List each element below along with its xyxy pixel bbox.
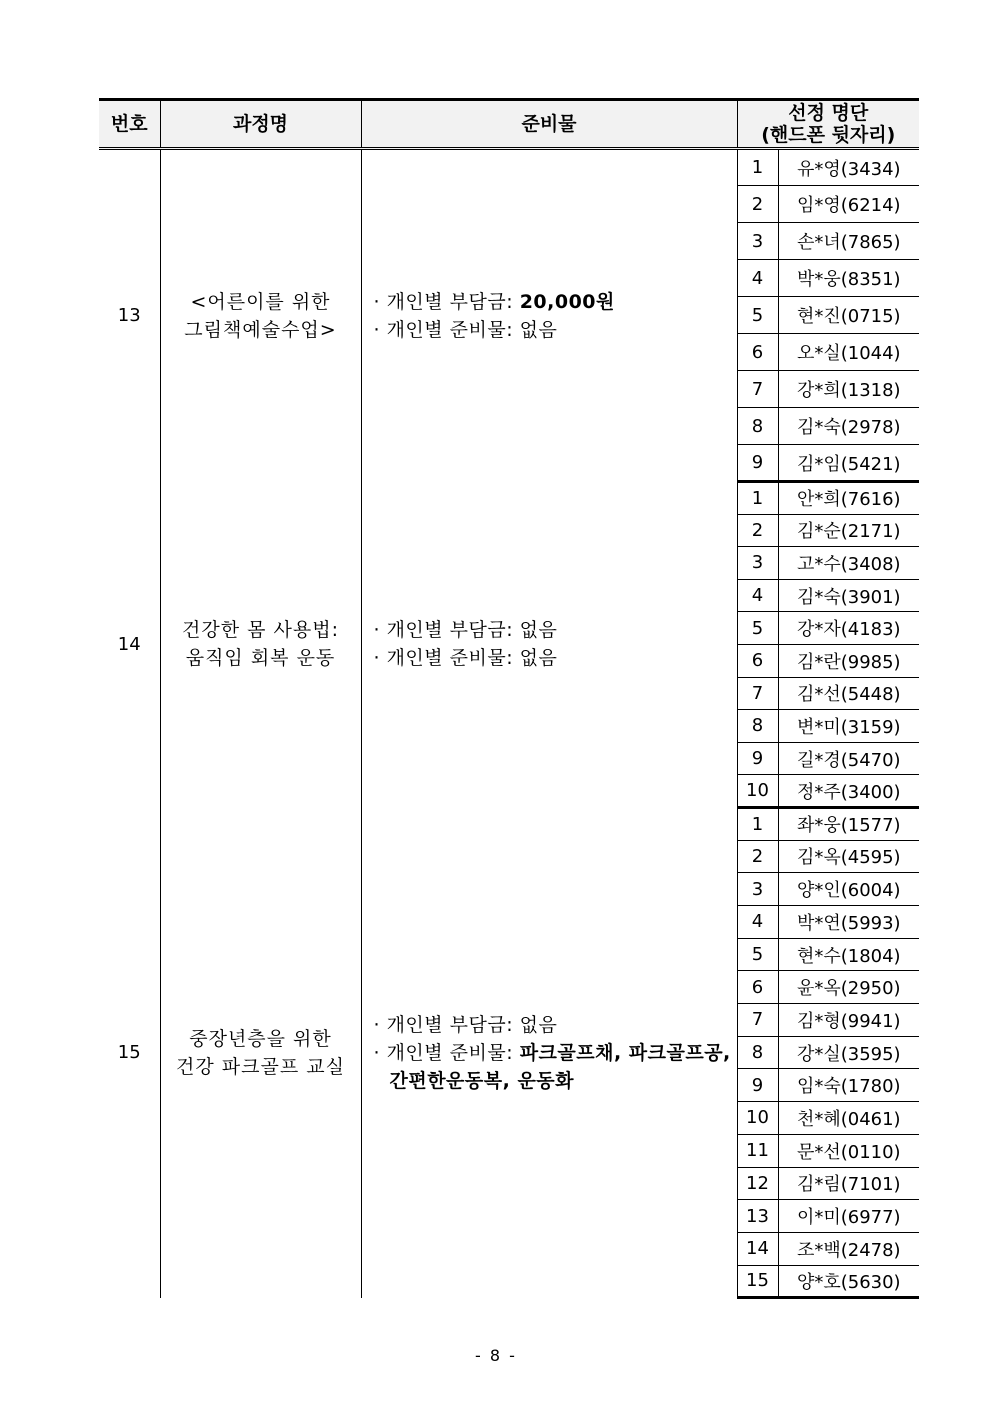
selected-name: 김*옥(4595) — [778, 840, 919, 873]
prep-label: · 개인별 준비물: 없음 — [373, 647, 558, 670]
selection-index: 8 — [737, 710, 778, 743]
prep-label: · 개인별 부담금: 없음 — [373, 1013, 558, 1036]
table-row — [99, 482, 919, 515]
selected-name: 고*수(3408) — [778, 547, 919, 580]
header-selected-line1: 선정 명단 — [788, 102, 869, 124]
selected-name: 김*선(5448) — [778, 677, 919, 710]
selected-name: 김*순(2171) — [778, 514, 919, 547]
prep-items — [361, 482, 737, 808]
selection-index: 6 — [737, 971, 778, 1004]
prep-label: · 개인별 준비물: 없음 — [373, 318, 558, 341]
selection-index: 6 — [737, 334, 778, 371]
selection-index: 8 — [737, 408, 778, 445]
selected-name: 양*인(6004) — [778, 873, 919, 906]
selection-index: 5 — [737, 938, 778, 971]
selection-index: 6 — [737, 644, 778, 677]
selection-index: 5 — [737, 297, 778, 334]
selection-index: 1 — [737, 482, 778, 515]
header-selected-line2: (핸드폰 뒷자리) — [761, 124, 896, 146]
selected-name: 정*주(3400) — [778, 775, 919, 808]
prep-label: · 개인별 준비물: — [373, 1041, 520, 1064]
selection-index: 3 — [737, 223, 778, 260]
prep-items — [361, 149, 737, 482]
selection-table — [99, 98, 919, 1299]
prep-value-bold: 파크골프채, 파크골프공, 간편한운동복, 운동화 — [389, 1041, 731, 1092]
selection-index: 5 — [737, 612, 778, 645]
selection-index: 7 — [737, 371, 778, 408]
selected-name: 안*희(7616) — [778, 482, 919, 515]
selection-index: 4 — [737, 906, 778, 939]
selection-index: 1 — [737, 149, 778, 186]
prep-label: · 개인별 부담금: — [373, 290, 520, 313]
prep-line — [374, 1011, 737, 1039]
selection-index: 9 — [737, 445, 778, 482]
selection-index: 9 — [737, 742, 778, 775]
header-selected — [737, 100, 919, 149]
selected-name: 김*숙(3901) — [778, 579, 919, 612]
prep-line — [374, 316, 737, 344]
prep-line — [374, 1039, 737, 1095]
selection-index: 13 — [737, 1200, 778, 1233]
selected-name: 양*호(5630) — [778, 1265, 919, 1298]
selection-index: 3 — [737, 547, 778, 580]
course-name: 중장년층을 위한 건강 파크골프 교실 — [160, 807, 361, 1297]
prep-value-bold: 20,000원 — [519, 290, 615, 313]
selected-name: 길*경(5470) — [778, 742, 919, 775]
selected-name: 김*란(9985) — [778, 644, 919, 677]
selected-name: 김*임(5421) — [778, 445, 919, 482]
prep-items — [361, 807, 737, 1297]
selection-index: 2 — [737, 186, 778, 223]
selected-name: 유*영(3434) — [778, 149, 919, 186]
selection-index: 4 — [737, 260, 778, 297]
course-name: 건강한 몸 사용법: 움직임 회복 운동 — [160, 482, 361, 808]
selected-name: 박*연(5993) — [778, 906, 919, 939]
selected-name: 윤*옥(2950) — [778, 971, 919, 1004]
selection-index: 2 — [737, 514, 778, 547]
selected-name: 임*숙(1780) — [778, 1069, 919, 1102]
prep-label: · 개인별 부담금: 없음 — [373, 619, 558, 642]
course-number: 15 — [99, 807, 160, 1297]
prep-line — [374, 644, 737, 672]
selection-index: 2 — [737, 840, 778, 873]
selection-index: 7 — [737, 677, 778, 710]
selection-index: 4 — [737, 579, 778, 612]
course-number: 13 — [99, 149, 160, 482]
selection-index: 7 — [737, 1004, 778, 1037]
selected-name: 현*수(1804) — [778, 938, 919, 971]
selection-index: 10 — [737, 1102, 778, 1135]
header-no: 번호 — [99, 100, 160, 149]
table-row — [99, 149, 919, 186]
course-number: 14 — [99, 482, 160, 808]
selection-index: 1 — [737, 807, 778, 840]
page-number: - 8 - — [475, 1346, 517, 1365]
selected-name: 박*웅(8351) — [778, 260, 919, 297]
selection-index: 8 — [737, 1036, 778, 1069]
selection-index: 12 — [737, 1167, 778, 1200]
selected-name: 좌*웅(1577) — [778, 807, 919, 840]
selected-name: 변*미(3159) — [778, 710, 919, 743]
selected-name: 이*미(6977) — [778, 1200, 919, 1233]
selected-name: 김*숙(2978) — [778, 408, 919, 445]
selection-index: 15 — [737, 1265, 778, 1298]
header-prep: 준비물 — [361, 100, 737, 149]
selected-name: 강*실(3595) — [778, 1036, 919, 1069]
header-course: 과정명 — [160, 100, 361, 149]
selection-index: 14 — [737, 1232, 778, 1265]
selected-name: 임*영(6214) — [778, 186, 919, 223]
selection-index: 9 — [737, 1069, 778, 1102]
selection-index: 3 — [737, 873, 778, 906]
selection-index: 10 — [737, 775, 778, 808]
prep-line — [374, 288, 737, 316]
prep-line — [374, 616, 737, 644]
course-name: <어른이를 위한 그림책예술수업> — [160, 149, 361, 482]
table-header-row — [99, 100, 919, 149]
selected-name: 문*선(0110) — [778, 1134, 919, 1167]
table-body — [99, 149, 919, 1298]
table-row — [99, 807, 919, 840]
selected-name: 오*실(1044) — [778, 334, 919, 371]
selected-name: 강*자(4183) — [778, 612, 919, 645]
selected-name: 손*녀(7865) — [778, 223, 919, 260]
selected-name: 천*혜(0461) — [778, 1102, 919, 1135]
selected-name: 강*희(1318) — [778, 371, 919, 408]
selected-name: 김*형(9941) — [778, 1004, 919, 1037]
selected-name: 조*백(2478) — [778, 1232, 919, 1265]
selected-name: 김*림(7101) — [778, 1167, 919, 1200]
selection-index: 11 — [737, 1134, 778, 1167]
selected-name: 현*진(0715) — [778, 297, 919, 334]
